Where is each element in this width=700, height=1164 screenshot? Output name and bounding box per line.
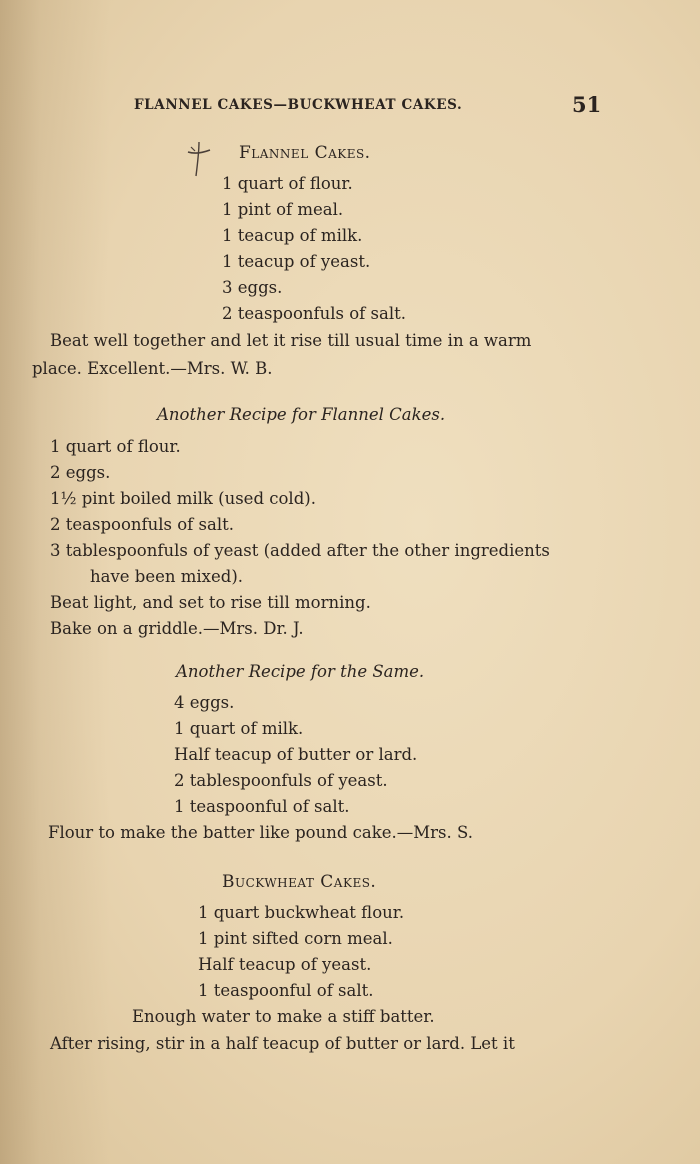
ingredient-line: 2 teaspoonfuls of salt.	[50, 515, 234, 534]
ingredient-line: 2 eggs.	[50, 463, 111, 482]
ingredient-line: 1½ pint boiled milk (used cold).	[50, 489, 316, 508]
page-number: 51	[572, 92, 602, 117]
ingredient-line: 1 teaspoonful of salt.	[174, 797, 350, 816]
ingredient-line: 1 quart of flour.	[222, 174, 353, 193]
ingredient-line: 2 tablespoonfuls of yeast.	[174, 771, 388, 790]
ingredient-line: 1 teaspoonful of salt.	[198, 981, 374, 1000]
recipe-title-another-same: Another Recipe for the Same.	[176, 662, 425, 681]
ingredient-line: 3 tablespoonfuls of yeast (added after the other ingredients	[50, 541, 550, 560]
ingredient-line: 1 quart of flour.	[50, 437, 181, 456]
ingredient-line: 1 quart buckwheat flour.	[198, 903, 405, 922]
directions-line: Beat well together and let it rise till usual time in a warm	[50, 331, 532, 350]
ingredient-line: Half teacup of yeast.	[198, 955, 372, 974]
directions-line: Flour to make the batter like pound cake.—Mrs. S.	[48, 823, 473, 842]
directions-line: Bake on a griddle.—Mrs. Dr. J.	[50, 619, 304, 638]
ingredient-line: 1 pint of meal.	[222, 200, 344, 219]
ingredient-line: 4 eggs.	[174, 693, 235, 712]
ingredient-line: Half teacup of butter or lard.	[174, 745, 418, 764]
directions-line: After rising, stir in a half teacup of butter or lard. Let it	[50, 1034, 515, 1053]
ingredient-line: 2 teaspoonfuls of salt.	[222, 304, 406, 323]
recipe-title-another-flannel: Another Recipe for Flannel Cakes.	[157, 405, 446, 424]
ingredient-line: 3 eggs.	[222, 278, 283, 297]
ingredient-line: 1 teacup of yeast.	[222, 252, 371, 271]
ingredient-line: Enough water to make a stiff batter.	[132, 1007, 435, 1026]
ingredient-line: 1 quart of milk.	[174, 719, 304, 738]
ingredient-line: 1 teacup of milk.	[222, 226, 363, 245]
ingredient-line: have been mixed).	[90, 567, 243, 586]
running-header: FLANNEL CAKES—BUCKWHEAT CAKES.	[134, 97, 463, 113]
recipe-title-flannel-cakes: Flannel Cakes.	[239, 143, 371, 163]
handwritten-mark-icon	[186, 138, 212, 178]
recipe-title-buckwheat-cakes: Buckwheat Cakes.	[222, 872, 377, 892]
directions-line: place. Excellent.—Mrs. W. B.	[32, 359, 273, 378]
directions-line: Beat light, and set to rise till morning.	[50, 593, 371, 612]
ingredient-line: 1 pint sifted corn meal.	[198, 929, 393, 948]
